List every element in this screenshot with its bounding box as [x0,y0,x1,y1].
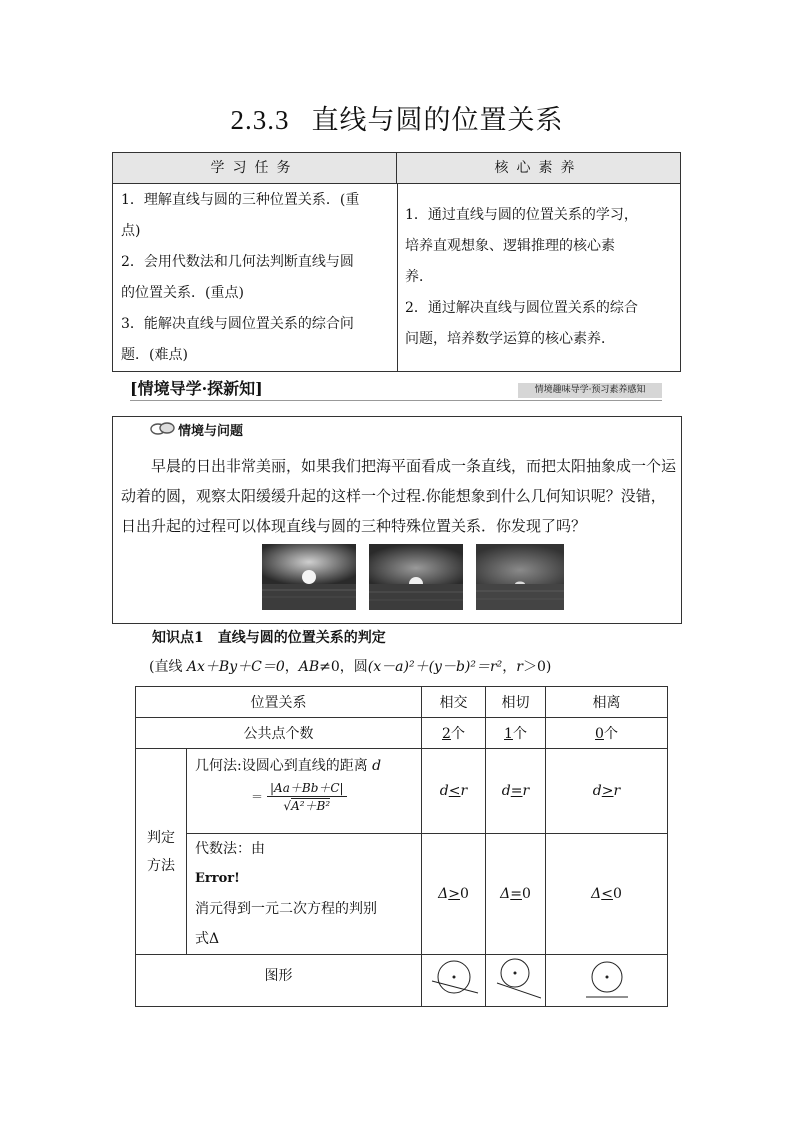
knowledge-condition [149,656,551,676]
algebraic-method [187,834,422,955]
method-label-line: 方法 [147,857,175,874]
count-unit: 个 [512,726,527,742]
tangent-line-figure [491,957,541,1001]
task-line: 的位置关系．(重点) [121,285,244,301]
count-cell [486,718,546,749]
result-left: Δ [438,886,449,902]
count-cell [546,718,668,749]
literacy-line: 问题，培养数学运算的核心素养． [405,331,615,347]
column-divider [397,184,398,371]
condition-text: ， [284,659,299,675]
alg-result [422,834,486,955]
cloud-icon [150,421,176,435]
task-line: 点) [121,223,141,239]
literacy-line: 1．通过直线与圆的位置关系的学习， [405,207,638,223]
task-line: 1．理解直线与圆的三种位置关系．(重 [121,192,360,208]
section-tag: 情境趣味导学·预习素养感知 [518,383,662,398]
result-op: > [448,886,460,902]
divider [130,400,662,401]
result-left: d [439,783,449,799]
method-label [136,749,187,955]
separate-line-figure [582,957,632,1001]
header-tasks: 学习任务 [113,153,397,184]
header-literacy: 核心素养 [397,153,680,184]
result-right: r [460,783,468,799]
figure-label: 图形 [136,955,422,1007]
literacy-line: 2．通过解决直线与圆位置关系的综合 [405,300,638,316]
distance-formula [251,779,421,814]
result-op: = [510,783,523,799]
result-left: Δ [500,886,511,902]
geo-result [486,749,546,834]
algebraic-line: 代数法：由 [195,841,265,857]
figure-intersect [422,955,486,1007]
task-line: 2．会用代数法和几何法判断直线与圆 [121,254,354,270]
row-label: 公共点个数 [136,718,422,749]
equals-sign: ＝ [251,790,264,804]
figure-tangent [486,955,546,1007]
situation-title: 情境与问题 [178,424,244,439]
alg-result [546,834,668,955]
figure-separate [546,955,668,1007]
alg-result [486,834,546,955]
col-header: 位置关系 [136,687,422,718]
literacy-line: 养． [405,269,433,285]
result-left: Δ [591,886,602,902]
count-value: 0 [595,726,604,742]
geo-result [546,749,668,834]
section-heading: [情境导学·探新知] [130,379,263,398]
circle-equation: (x－a)²＋(y－b)²＝r² [367,659,503,675]
condition-text: ＞0) [523,659,552,675]
result-right: 0 [459,886,469,902]
result-op: > [601,783,614,799]
condition-text: (直线 [149,659,187,675]
ab-term: AB [298,659,320,675]
literacy-line: 培养直观想象、逻辑推理的核心素 [405,238,615,254]
algebraic-line: 消元得到一元二次方程的判别 [195,901,377,917]
count-value: 1 [504,726,513,742]
formula-numerator: |Aa＋Bb＋C| [267,779,347,797]
result-right: 0 [521,886,531,902]
count-unit: 个 [450,726,465,742]
literacy-cell [405,200,679,355]
intersecting-line-figure [429,957,479,1001]
formula-denominator: A²＋B² [291,799,331,813]
sunrise-photo-1 [262,544,356,610]
line-equation: Ax＋By＋C＝0 [186,659,285,675]
task-line: 3．能解决直线与圆位置关系的综合问 [121,316,354,332]
sunrise-photo-2 [369,544,463,610]
position-relation-table [135,686,668,1007]
algebraic-line: 式Δ [195,931,220,947]
title-text: 直线与圆的位置关系 [311,105,564,136]
distance-symbol: d [372,758,382,774]
algebraic-error: Error! [195,871,240,886]
knowledge-heading: 知识点1 直线与圆的位置关系的判定 [152,630,386,646]
result-left: d [592,783,602,799]
condition-text: ≠0，圆 [319,659,368,675]
count-value: 2 [442,726,451,742]
result-right: r [522,783,530,799]
geometric-text: 几何法:设圆心到直线的距离 [195,758,368,774]
result-op: < [448,783,461,799]
section-number: 2.3.3 [230,105,290,135]
condition-text: ， [502,659,517,675]
col-header: 相离 [546,687,668,718]
count-cell [422,718,486,749]
geometric-method [187,749,422,834]
geo-result [422,749,486,834]
col-header: 相切 [486,687,546,718]
result-op: = [510,886,522,902]
count-unit: 个 [603,726,618,742]
sunrise-photo-3 [476,544,564,610]
page-title [0,98,794,137]
result-op: < [601,886,613,902]
tasks-cell [121,185,391,371]
result-right: r [613,783,621,799]
col-header: 相交 [422,687,486,718]
result-right: 0 [612,886,622,902]
radius-term: r [516,659,523,675]
task-line: 题．(难点) [121,347,188,363]
objectives-table [112,152,681,372]
situation-paragraph: 早晨的日出非常美丽，如果我们把海平面看成一条直线，而把太阳抽象成一个运动着的圆，观察太阳缓缓升起的这样一个过程.你能想象到什么几何知识呢？没错，日出升起的过程可以体现直线与圆的三种特殊位置关系．你发现了吗？ [121,457,677,535]
method-label-line: 判定 [147,829,175,846]
sqrt-icon: √ [283,799,292,813]
result-left: d [501,783,511,799]
